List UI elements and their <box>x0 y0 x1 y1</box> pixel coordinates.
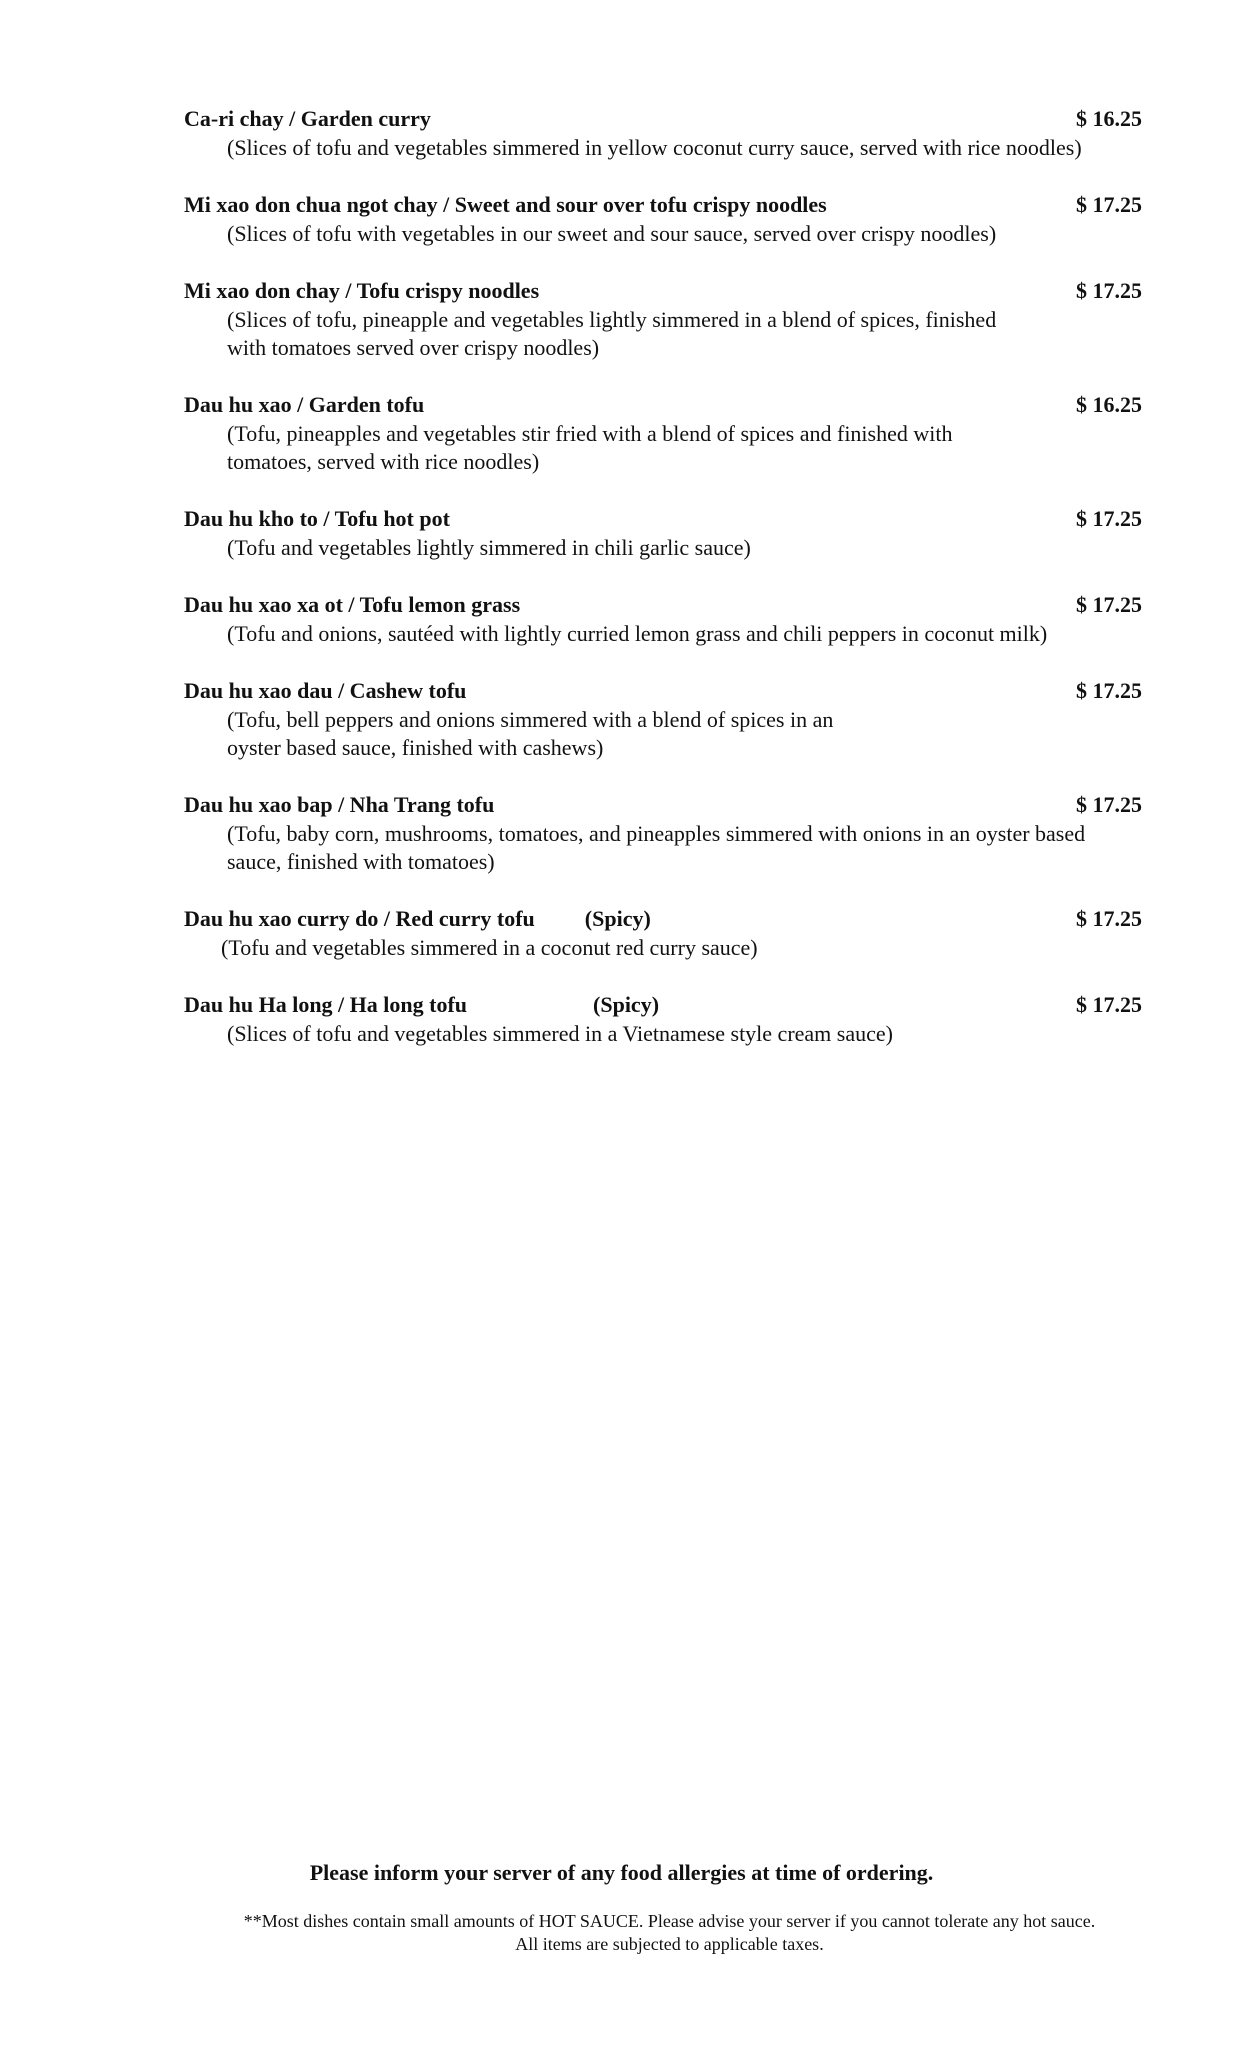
menu-item-description: (Slices of tofu and vegetables simmered in yellow coconut curry sauce, served with rice noodles) <box>227 135 1082 160</box>
menu-item-name: Dau hu kho to / Tofu hot pot <box>184 506 450 531</box>
menu-item-price: $ 17.25 <box>1076 906 1142 931</box>
menu-item-header <box>184 190 1142 220</box>
menu-item <box>184 504 1142 562</box>
menu-item-header <box>184 504 1142 534</box>
menu-item-name: Mi xao don chay / Tofu crispy noodles <box>184 278 540 303</box>
menu-item <box>184 904 1142 962</box>
footer-notes <box>48 1910 1243 1956</box>
menu-item-price: $ 16.25 <box>1076 392 1142 417</box>
menu-item-price: $ 17.25 <box>1076 592 1142 617</box>
menu-item-price: $ 17.25 <box>1076 678 1142 703</box>
menu-item-price: $ 17.25 <box>1076 278 1142 303</box>
menu-item-name: Ca-ri chay / Garden curry <box>184 106 431 131</box>
menu-item <box>184 790 1142 876</box>
hot-sauce-notice: **Most dishes contain small amounts of HOT SAUCE. Please advise your server if you cannot tolerate any hot sauce. <box>243 1911 1096 1931</box>
spicy-tag: (Spicy) <box>584 906 651 931</box>
menu-item-price: $ 17.25 <box>1076 192 1142 217</box>
menu-item <box>184 676 1142 762</box>
menu-item-price: $ 17.25 <box>1076 792 1142 817</box>
menu-list <box>184 104 1142 1076</box>
allergy-notice: Please inform your server of any food allergies at time of ordering. <box>309 1860 934 1885</box>
menu-item-name: Mi xao don chua ngot chay / Sweet and sour over tofu crispy noodles <box>184 192 827 217</box>
menu-item-price: $ 17.25 <box>1076 992 1142 1017</box>
menu-item <box>184 590 1142 648</box>
menu-item-description: (Tofu and onions, sautéed with lightly curried lemon grass and chili peppers in coconut milk) <box>227 621 1048 646</box>
tax-notice: All items are subjected to applicable taxes. <box>515 1934 824 1954</box>
menu-item-name: Dau hu xao / Garden tofu <box>184 392 425 417</box>
menu-item-header <box>184 676 1142 706</box>
menu-item-description: (Slices of tofu, pineapple and vegetables lightly simmered in a blend of spices, finished with tomatoes served over crispy noodles) <box>227 307 997 360</box>
menu-item-description: (Tofu, baby corn, mushrooms, tomatoes, and pineapples simmered with onions in an oyster based sauce, finished with tomatoes) <box>227 821 1086 874</box>
menu-item <box>184 104 1142 162</box>
menu-item-header <box>184 990 1142 1020</box>
menu-item-header <box>184 104 1142 134</box>
menu-item-name: Dau hu Ha long / Ha long tofu <box>184 992 468 1017</box>
menu-item <box>184 990 1142 1048</box>
menu-item-header <box>184 390 1142 420</box>
menu-item <box>184 190 1142 248</box>
menu-item-header <box>184 276 1142 306</box>
menu-item <box>184 390 1142 476</box>
menu-item-name: Dau hu xao bap / Nha Trang tofu <box>184 792 495 817</box>
spicy-tag: (Spicy) <box>593 992 660 1017</box>
menu-item-description: (Slices of tofu and vegetables simmered in a Vietnamese style cream sauce) <box>227 1021 893 1046</box>
menu-item-description: (Tofu and vegetables simmered in a coconut red curry sauce) <box>221 935 758 960</box>
menu-item-name: Dau hu xao curry do / Red curry tofu <box>184 906 535 931</box>
menu-item-description: (Slices of tofu with vegetables in our sweet and sour sauce, served over crispy noodles) <box>227 221 997 246</box>
menu-item-price: $ 17.25 <box>1076 506 1142 531</box>
menu-item-description: (Tofu and vegetables lightly simmered in chili garlic sauce) <box>227 535 751 560</box>
menu-item-description: (Tofu, pineapples and vegetables stir fried with a blend of spices and finished with tomatoes, served with rice noodles) <box>227 421 953 474</box>
menu-item-header <box>184 790 1142 820</box>
menu-item-description: (Tofu, bell peppers and onions simmered with a blend of spices in an oyster based sauce, finished with cashews) <box>227 707 834 760</box>
menu-item-name: Dau hu xao xa ot / Tofu lemon grass <box>184 592 521 617</box>
menu-item-price: $ 16.25 <box>1076 106 1142 131</box>
menu-item <box>184 276 1142 362</box>
menu-item-header <box>184 904 1142 934</box>
menu-item-header <box>184 590 1142 620</box>
menu-item-name: Dau hu xao dau / Cashew tofu <box>184 678 467 703</box>
